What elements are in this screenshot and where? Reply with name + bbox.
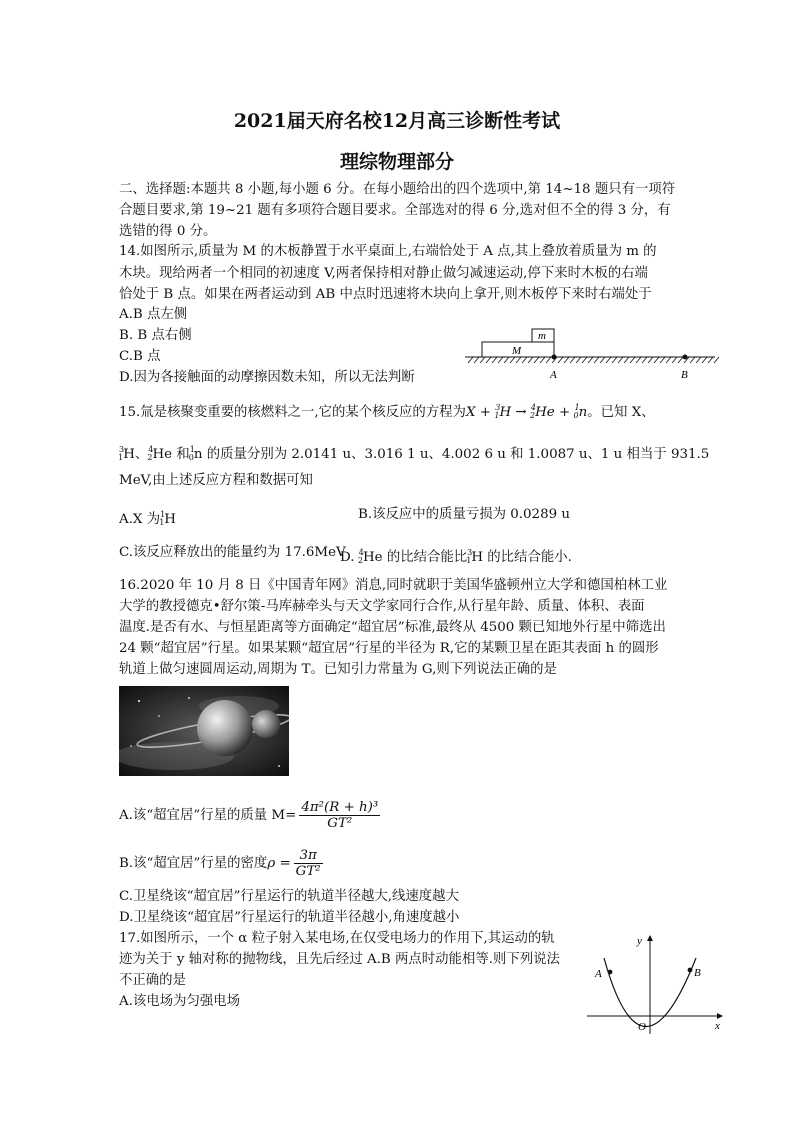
hatch-line [522,357,527,363]
hatch-line [690,357,695,363]
point-A-label: A [550,369,557,381]
hatch-line [702,357,707,363]
q14-line: 14.如图所示,质量为 M 的木板静置于水平桌面上,右端恰处于 A 点,其上叠放着质量为 m 的 [119,244,657,259]
q17-line: 17.如图所示，一个 α 粒子射入某电场,在仅受电场力的作用下,其运动的轨 [119,931,555,946]
q16-option-d[interactable]: D.卫星绕该“超宜居”行星运行的轨道半径越小,角速度越小 [119,910,460,925]
label-x: x [715,1020,720,1032]
label-A: A [595,968,602,980]
board-M-label: M [512,345,522,357]
q16-option-a[interactable]: A.该“超宜居”行星的质量 M= $\frac{\text{4π²(R + h)³}}{\text{GT²}}$ [119,800,379,831]
hatch-line [648,357,653,363]
hatch-line [498,357,503,363]
q14-board-figure [460,322,720,384]
q17-line: 不正确的是 [119,973,186,988]
point-B [688,968,693,973]
hatch-line [624,357,629,363]
hatch-line [582,357,587,363]
q15-equation: X + $^3_1$H → $^4_2$He + $^1_0$n [465,403,588,420]
hatch-line [654,357,659,363]
hatch-line [672,357,677,363]
hatch-line [528,357,533,363]
hatch-line [696,357,701,363]
hatch-line [558,357,563,363]
q14-option-c[interactable]: C.B 点 [119,349,161,364]
label-O: O [638,1021,646,1033]
hatch-line [714,357,719,363]
q16-line: 轨道上做匀速圆周运动,周期为 T。已知引力常量为 G,则下列说法正确的是 [119,662,557,677]
q15-lead: 15.氚是核聚变重要的核燃料之一,它的某个核反应的方程为 [119,405,466,420]
label-B: B [694,967,701,979]
q15-option-c[interactable]: C.该反应释放出的能量约为 17.6MeV [119,545,346,560]
label-y: y [637,935,642,947]
point-A [552,355,557,360]
q17-option-a[interactable]: A.该电场为匀强电场 [119,994,241,1009]
hatch-line [612,357,617,363]
q15-option-a[interactable]: A.X 为$^1_1$H [119,510,176,527]
hatch-line [468,357,473,363]
hatch-line [600,357,605,363]
q16-line: 大学的教授德克•舒尔策-马库赫牵头与天文学家同行合作,从行星年龄、质量、体积、表面 [119,599,645,614]
point-B [683,355,688,360]
hatch-line [504,357,509,363]
q16-option-b[interactable]: B.该“超宜居”行星的密度ρ = $\frac{3\pi}{\text{GT²}}$ [119,848,321,879]
q15-line-1: 15.氚是核聚变重要的核燃料之一,它的某个核反应的方程为X + $^3_1$H → $^4_2$He + $^1_0$n。已知 X、 [119,403,655,420]
q15-line-3: MeV,由上述反应方程和数据可知 [119,473,313,488]
hatch-line [540,357,545,363]
hatch-line [630,357,635,363]
intro-line: 选错的得 0 分。 [119,224,217,239]
hatch-line [534,357,539,363]
hatch-line [642,357,647,363]
hatch-line [576,357,581,363]
q16-line: 16.2020 年 10 月 8 日《中国青年网》消息,同时就职于美国华盛顿州立大学和德国柏林工业 [119,578,668,593]
block-m-label: m [538,330,546,342]
intro-line: 二、选择题:本题共 8 小题,每小题 6 分。在每小题给出的四个选项中,第 14~18 题只有一项符 [119,182,676,197]
q17-line: 迹为关于 y 轴对称的抛物线，且先后经过 A.B 两点时动能相等.则下列说法 [119,952,560,967]
q16-option-c[interactable]: C.卫星绕该“超宜居”行星运行的轨道半径越大,线速度越大 [119,889,459,904]
planet-photo [119,686,289,776]
hatch-line [678,357,683,363]
hatch-line [660,357,665,363]
table-hatching [468,357,719,363]
hatch-line [570,357,575,363]
q14-line: 恰处于 B 点。如果在两者运动到 AB 中点时迅速将木块向上拿开,则木板停下来时右端处于 [119,287,652,302]
hatch-line [618,357,623,363]
hatch-line [510,357,515,363]
hatch-line [564,357,569,363]
hatch-line [492,357,497,363]
hatch-line [546,357,551,363]
q14-option-d[interactable]: D.因为各接触面的动摩擦因数未知，所以无法判断 [119,370,415,385]
hatch-line [516,357,521,363]
exam-title: 2021届天府名校12月高三诊断性考试 [233,110,561,132]
q16-line: 温度.是否有水、与恒星距离等方面确定“超宜居”标准,最终从 4500 颗已知地外行星中筛选出 [119,620,666,635]
hatch-line [636,357,641,363]
hatch-line [708,357,713,363]
hatch-line [486,357,491,363]
hatch-line [588,357,593,363]
hatch-line [474,357,479,363]
q15-line-2: $^3_1$H、$^4_2$He 和$^1_0$n 的质量分别为 2.0141 u、3.016 1 u、4.002 6 u 和 1.0087 u、1 u 相当于 931.5 [118,445,710,462]
q16-line: 24 颗“超宜居”行星。如果某颗“超宜居”行星的半径为 R,它的某颗卫星在距其表面 h 的圆形 [119,641,659,656]
intro-line: 合题目要求,第 19~21 题有多项符合题目要求。全部选对的得 6 分,选对但不全的得 3 分，有 [119,203,671,218]
q17-parabola-figure [582,930,732,1040]
q15-option-b[interactable]: B.该反应中的质量亏损为 0.0289 u [358,507,570,522]
q14-option-b[interactable]: B. B 点右侧 [119,328,192,343]
point-A [608,970,613,975]
hatch-line [666,357,671,363]
point-B-label: B [681,369,688,381]
q15-option-d[interactable]: D. $^4_2$He 的比结合能比$^3_1$H 的比结合能小. [340,548,572,565]
q14-line: 木块。现给两者一个相同的初速度 V,两者保持相对静止做匀减速运动,停下来时木板的右端 [119,266,648,281]
hatch-line [594,357,599,363]
hatch-line [606,357,611,363]
exam-subtitle: 理综物理部分 [339,151,454,173]
hatch-line [480,357,485,363]
q14-option-a[interactable]: A.B 点左侧 [119,307,188,322]
